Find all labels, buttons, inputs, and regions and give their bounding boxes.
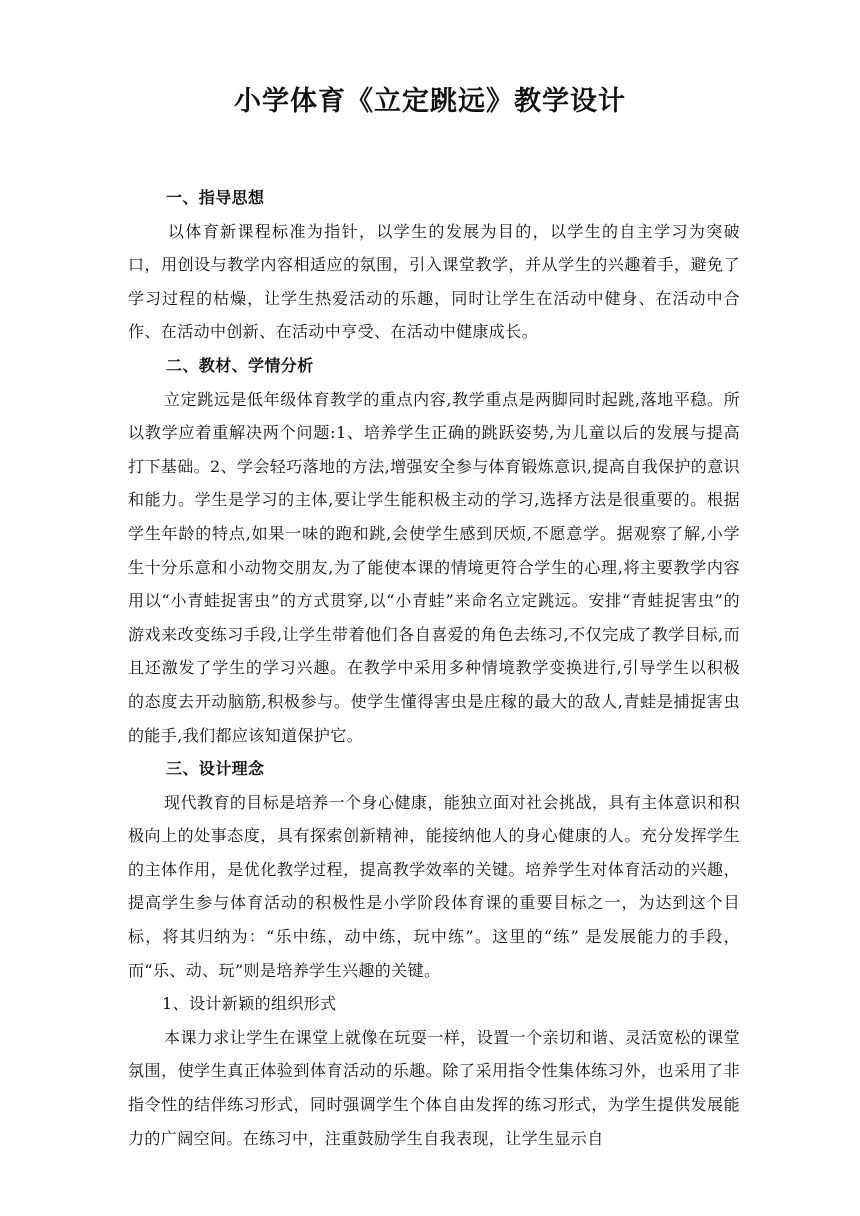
document-title: 小学体育《立定跳远》教学设计 xyxy=(234,86,626,117)
section-heading-design-concept: 三、设计理念 xyxy=(166,759,265,779)
section-heading-guiding-thought: 一、指导思想 xyxy=(166,188,265,207)
subsection-paragraph-organization: 本课力求让学生在课堂上就像在玩耍一样，设置一个亲切和谐、灵活宽松的课堂氛围，使学生真正体验到体育活动的乐趣。除了采用指令性集体练习外，也采用了非指令性的结伴练习形式，同时强调学生个体自由发挥的练习形式，为学生提供发展能力的广阔空间。在练习中，注重鼓励学生自我表现，让学生显示自 xyxy=(128,1027,740,1148)
subsection-heading-organization: 1、设计新颖的组织形式 xyxy=(162,994,337,1014)
section-paragraph-material-analysis: 立定跳远是低年级体育教学的重点内容,教学重点是两脚同时起跳,落地平稳。所以教学应着重解决两个问题:1、培养学生正确的跳跃姿势,为儿童以后的发展与提高打下基础。2、学会轻巧落地的方法,增强安全参与体育锻炼意识,提高自我保护的意识和能力。学生是学习的主体,要让学生能积极主动的学习,选择方法是很重要的。根据学生年龄的特点,如果一味的跑和跳,会使学生感到厌烦,不愿意学。据观察了解,小学生十分乐意和小动物交朋友,为了能使本课的情境更符合学生的心理,将主要教学内容用以“小青蛙捉害虫”的方式贯穿,以“小青蛙”来命名立定跳远。安排“青蛙捉害虫”的游戏来改变练习手段,让学生带着他们各自喜爱的角色去练习,不仅完成了教学目标,而且还激发了学生的学习兴趣。在教学中采用多种情境教学变换进行,引导学生以积极的态度去开动脑筋,积极参与。使学生懂得害虫是庄稼的最大的敌人,青蛙是捕捉害虫的能手,我们都应该知道保护它。 xyxy=(128,389,740,745)
section-heading-material-analysis: 二、教材、学情分析 xyxy=(166,355,314,375)
section-paragraph-guiding-thought: 以体育新课程标准为指针，以学生的发展为目的，以学生的自主学习为突破口，用创设与教学内容相适应的氛围，引入课堂教学，并从学生的兴趣着手，避免了学习过程的枯燥，让学生热爱活动的乐趣，同时让学生在活动中健身、在活动中合作、在活动中创新、在活动中亨受、在活动中健康成长。 xyxy=(128,221,740,342)
section-paragraph-design-concept: 现代教育的目标是培养一个身心健康，能独立面对社会挑战，具有主体意识和积极向上的处事态度，具有探索创新精神，能接纳他人的身心健康的人。充分发挥学生的主体作用，是优化教学过程，提高教学效率的关键。培养学生对体育活动的兴趣，提高学生参与体育活动的积极性是小学阶段体育课的重要目标之一，为达到这个目标，将其归纳为：“乐中练，动中练，玩中练”。这里的“练” 是发展能力的手段，而“乐、动、玩”则是培养学生兴趣的关键。 xyxy=(128,792,740,980)
document-body xyxy=(128,181,740,1155)
